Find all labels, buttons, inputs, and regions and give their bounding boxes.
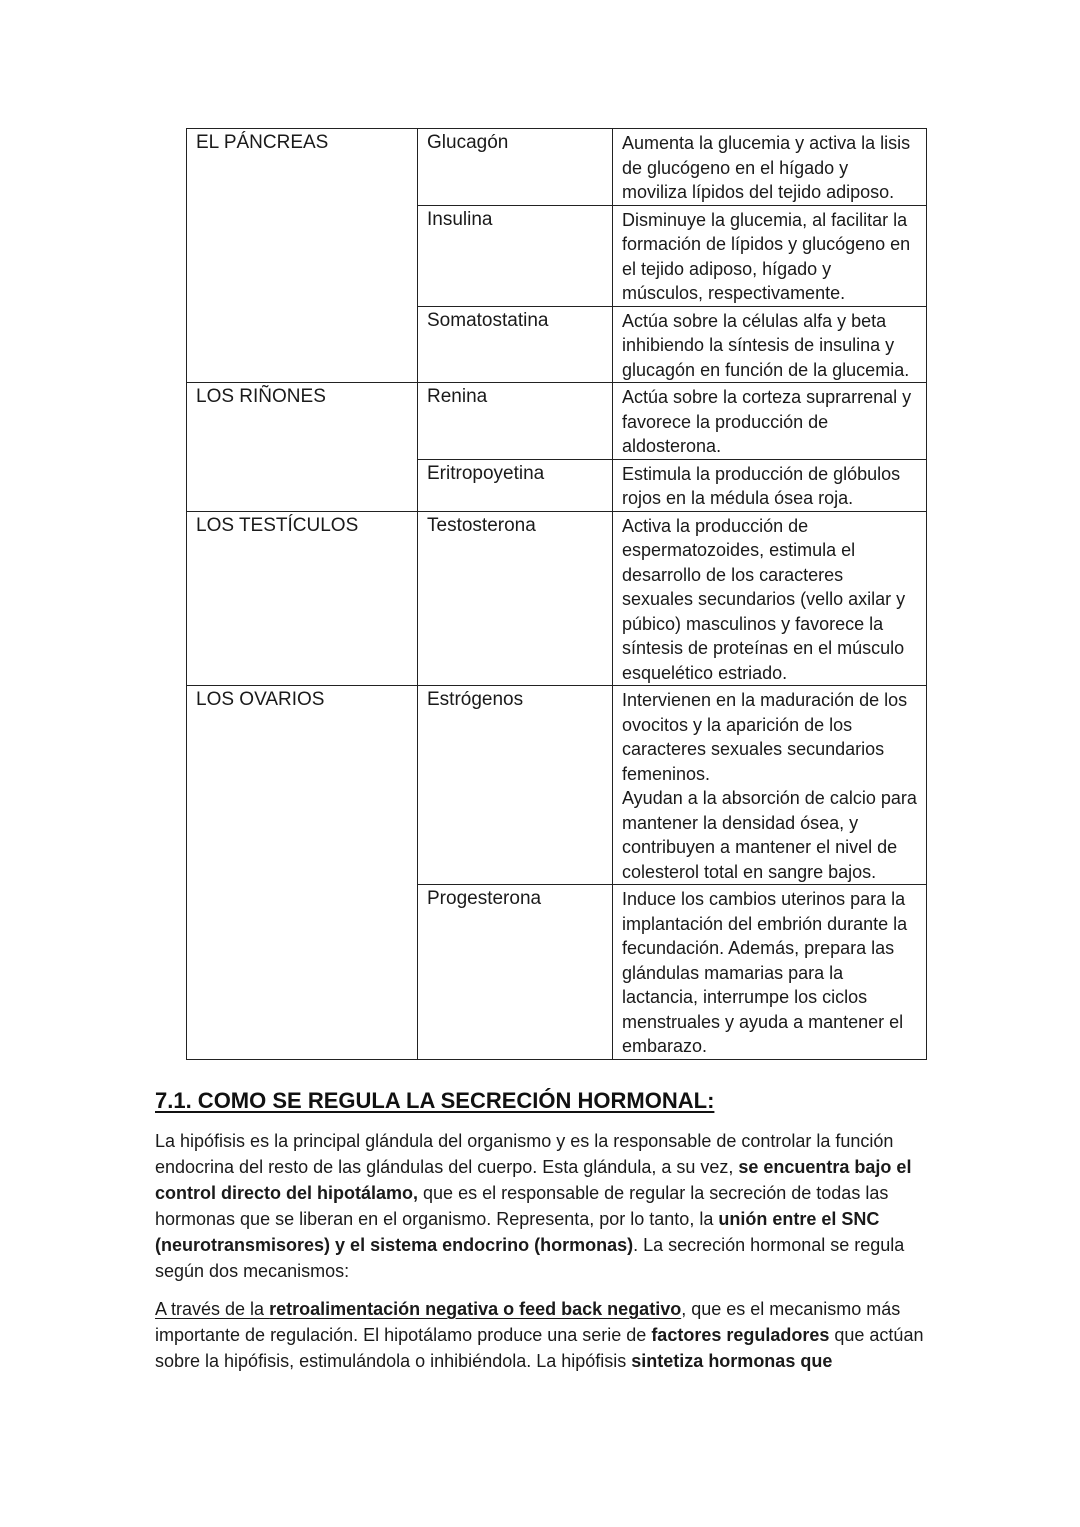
description-line: Ayudan a la absorción de calcio para mantener la densidad ósea, y contribuyen a mantener el nivel de colesterol total en sangre bajos. [622,788,917,882]
description-cell [613,686,927,885]
hormone-cell: Renina [418,383,613,460]
gland-cell: LOS TESTÍCULOS [187,511,418,686]
bold-text: se encuentra bajo el control directo del hipotálamo, [155,1157,912,1203]
description-cell: Activa la producción de espermatozoides, estimula el desarrollo de los caracteres sexuales secundarios (vello axilar y púbico) masculinos y favorece la síntesis de proteínas en el músculo esquelético estriado. [613,511,927,686]
description-cell: Actúa sobre la células alfa y beta inhibiendo la síntesis de insulina y glucagón en función de la glucemia. [613,306,927,383]
table-row [187,129,927,206]
description-cell: Induce los cambios uterinos para la implantación del embrión durante la fecundación. Además, prepara las glándulas mamarias para la lactancia, interrumpe los ciclos menstruales y ayuda a mantener el embarazo. [613,885,927,1060]
bold-text: factores reguladores [651,1325,830,1345]
text-run: que es el responsable de regular la secreción de todas las hormonas que se liberan en el organismo. Representa, por lo tanto, la [155,1183,889,1229]
description-cell: Aumenta la glucemia y activa la lisis de glucógeno en el hígado y moviliza lípidos del tejido adiposo. [613,129,927,206]
section-title: 7.1. COMO SE REGULA LA SECRECIÓN HORMONAL: [155,1088,715,1113]
description-cell: Actúa sobre la corteza suprarrenal y favorece la producción de aldosterona. [613,383,927,460]
bold-underlined-text: retroalimentación negativa o feed back negativo [269,1299,682,1319]
table-row [187,383,927,460]
hormones-table [186,128,927,1060]
table-row [187,686,927,885]
text-run: que actúan sobre la hipófisis, estimulándola o inhibiéndola. La hipófisis [155,1325,924,1371]
text-run: . La secreción hormonal se regula según dos mecanismos: [155,1235,905,1281]
paragraph-2 [155,1296,935,1374]
table-row [187,511,927,686]
bold-text: unión entre el SNC (neurotransmisores) y el sistema endocrino (hormonas) [155,1209,880,1255]
hormone-cell: Insulina [418,205,613,306]
gland-cell: LOS OVARIOS [187,686,418,1060]
hormone-cell: Somatostatina [418,306,613,383]
hormone-cell: Testosterona [418,511,613,686]
hormone-cell: Eritropoyetina [418,459,613,511]
hormone-cell: Estrógenos [418,686,613,885]
underlined-text: A través de la [155,1299,270,1319]
gland-cell: EL PÁNCREAS [187,129,418,383]
description-line: Intervienen en la maduración de los ovocitos y la aparición de los caracteres sexuales secundarios femeninos. [622,690,908,784]
hormone-cell: Progesterona [418,885,613,1060]
bold-text: sintetiza hormonas que [631,1351,833,1371]
paragraph-1 [155,1128,935,1284]
description-cell: Estimula la producción de glóbulos rojos en la médula ósea roja. [613,459,927,511]
gland-cell: LOS RIÑONES [187,383,418,512]
description-cell: Disminuye la glucemia, al facilitar la formación de lípidos y glucógeno en el tejido adiposo, hígado y músculos, respectivamente. [613,205,927,306]
hormone-cell: Glucagón [418,129,613,206]
text-run: , que es el mecanismo más importante de regulación. El hipotálamo produce una serie de [155,1299,901,1345]
regulation-section [155,1088,935,1386]
text-run: La hipófisis es la principal glándula del organismo y es la responsable de controlar la función endocrina del resto de las glándulas del cuerpo. Esta glándula, a su vez, [155,1131,894,1177]
